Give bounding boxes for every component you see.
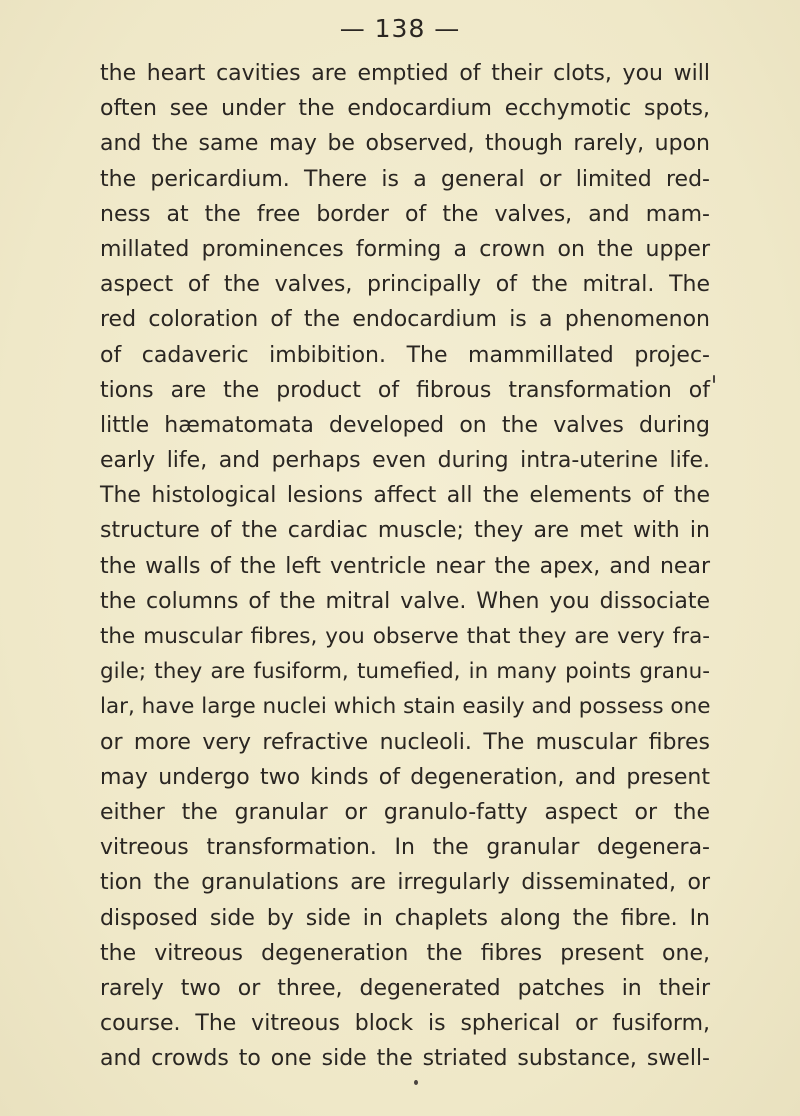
text-line: structure of the cardiac muscle; they are met with in <box>100 518 710 544</box>
text-line: the columns of the mitral valve. When you dissociate <box>100 588 710 614</box>
body-text <box>100 56 710 1076</box>
text-line: course. The vitreous block is spherical or fusiform, <box>100 1011 710 1037</box>
text-line: The histological lesions affect all the elements of the <box>100 483 710 509</box>
text-line: and the same may be observed, though rarely, upon <box>100 131 710 157</box>
text-line: the vitreous degeneration the fibres present one, <box>100 940 710 966</box>
text-line: tions are the product of fibrous transformation of <box>100 377 710 403</box>
page-number: — 138 — <box>339 14 461 43</box>
text-line: red coloration of the endocardium is a phenomenon <box>100 307 710 333</box>
text-line: little hæmatomata developed on the valves during <box>100 412 710 438</box>
text-line: the heart cavities are emptied of their clots, you will <box>100 61 710 86</box>
text-line: the walls of the left ventricle near the apex, and near <box>100 553 710 579</box>
text-line: aspect of the valves, principally of the mitral. The <box>100 272 710 298</box>
text-line: either the granular or granulo-fatty aspect or the <box>100 799 710 825</box>
text-line: and crowds to one side the striated substance, swell- <box>100 1046 710 1072</box>
text-line: early life, and perhaps even during intra-uterine life. <box>100 448 710 474</box>
text-line: vitreous transformation. In the granular degenera- <box>100 835 710 861</box>
text-line: the pericardium. There is a general or limited red- <box>100 166 710 192</box>
text-line: ness at the free border of the valves, and mam- <box>100 201 710 227</box>
ink-speck <box>713 375 715 383</box>
text-line: gile; they are fusiform, tumefied, in many points granu- <box>100 659 710 685</box>
text-line: tion the granulations are irregularly disseminated, or <box>100 870 710 896</box>
text-line: may undergo two kinds of degeneration, and present <box>100 764 710 790</box>
text-line: lar, have large nuclei which stain easily and possess one <box>100 694 711 720</box>
text-line: or more very refractive nucleoli. The muscular fibres <box>100 729 710 755</box>
text-line: rarely two or three, degenerated patches in their <box>100 975 710 1001</box>
text-line: millated prominences forming a crown on the upper <box>100 236 710 262</box>
text-line: disposed side by side in chaplets along the fibre. In <box>100 905 710 931</box>
text-line: often see under the endocardium ecchymotic spots, <box>100 96 710 122</box>
ink-speck <box>414 1080 418 1085</box>
text-line: of cadaveric imbibition. The mammillated projec- <box>100 342 710 368</box>
text-line: the muscular fibres, you observe that they are very fra- <box>100 624 710 649</box>
